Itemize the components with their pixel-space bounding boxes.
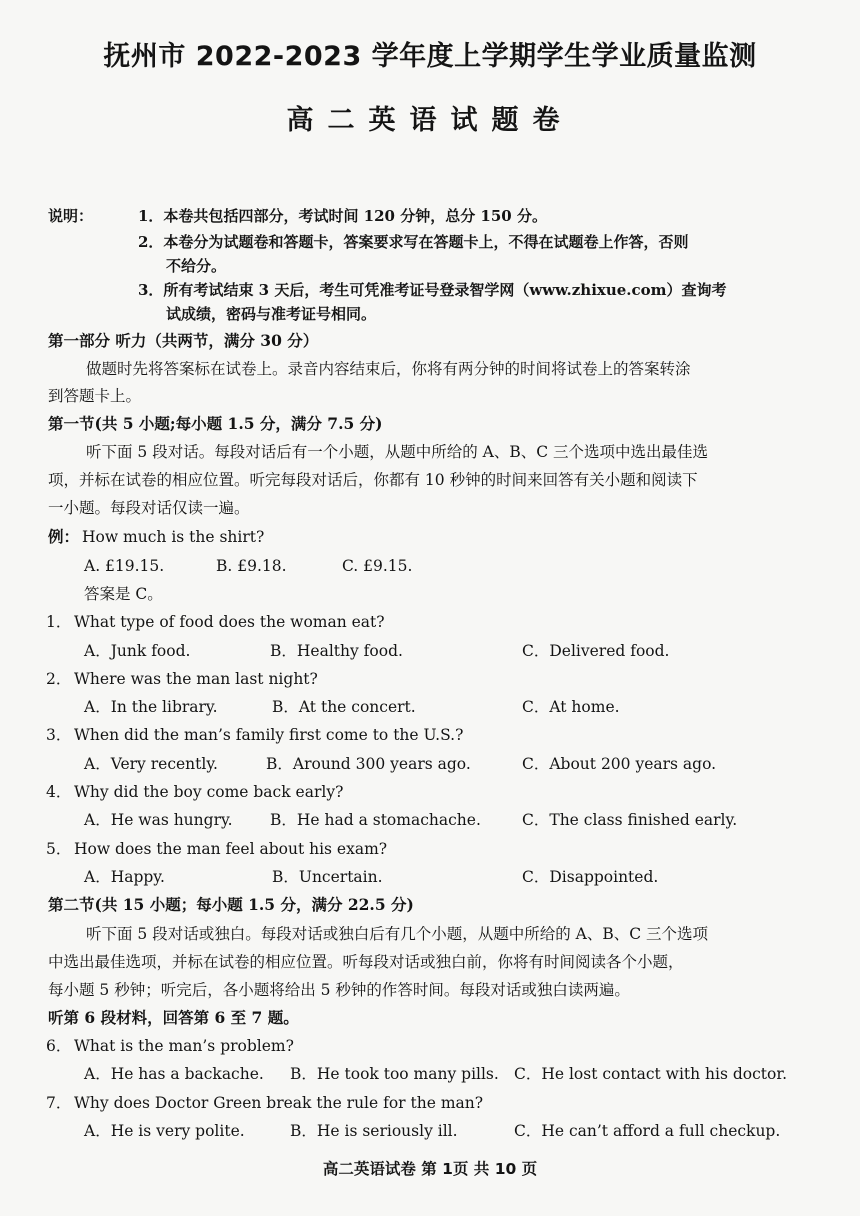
section-heading: 第二节(共 15 小题；每小题 1.5 分，满分 22.5 分) [48,895,414,914]
example-option: A. £19.15. [84,557,165,575]
question-number: 2． [46,670,72,688]
answer-option: C．At home. [522,698,620,716]
instruction-item: 试成绩，密码与准考证号相同。 [166,305,377,323]
answer-option: A．Junk food. [84,642,191,660]
section-intro: 每小题 5 秒钟；听完后，各小题将给出 5 秒钟的作答时间。每段对话或独白读两遍。 [48,981,630,999]
question-number: 7． [46,1094,72,1112]
exam-title: 抚州市 2022-2023 学年度上学期学生学业质量监测 [103,41,757,72]
answer-option: B．He took too many pills. [290,1065,499,1083]
answer-option: A．In the library. [84,698,218,716]
answer-option: A．He is very polite. [84,1122,245,1140]
question-number: 4． [46,783,72,801]
section-intro: 听下面 5 段对话。每段对话后有一个小题，从题中所给的 A、B、C 三个选项中选出最佳选 [86,443,709,461]
instruction-item: 1．本卷共包括四部分，考试时间 120 分钟，总分 150 分。 [138,207,547,225]
question-number: 3． [46,726,72,744]
answer-option: B．Around 300 years ago. [266,755,471,773]
part-heading: 第一部分 听力（共两节，满分 30 分） [48,331,319,350]
answer-option: C．He can’t afford a full checkup. [514,1122,781,1140]
answer-option: A．Very recently. [84,755,218,773]
section-heading: 第一节(共 5 小题;每小题 1.5 分，满分 7.5 分) [48,414,383,433]
part-intro: 到答题卡上。 [48,387,142,405]
answer-option: A．Happy. [84,868,165,886]
question-text: What is the man’s problem? [74,1037,294,1055]
part-intro: 做题时先将答案标在试卷上。录音内容结束后，你将有两分钟的时间将试卷上的答案转涂 [86,360,691,378]
question-text: What type of food does the woman eat? [74,613,385,631]
answer-option: B．Uncertain. [272,868,383,886]
section-intro: 一小题。每段对话仅读一遍。 [48,499,250,517]
answer-option: C．Delivered food. [522,642,670,660]
example-question: How much is the shirt? [82,528,265,546]
answer-option: C．Disappointed. [522,868,659,886]
example-label: 例： [48,527,80,546]
question-text: Why does Doctor Green break the rule for the man? [74,1094,484,1112]
answer-option: C．He lost contact with his doctor. [514,1065,787,1083]
answer-option: A．He was hungry. [84,811,233,829]
page-footer: 高二英语试卷 第 1页 共 10 页 [322,1160,538,1178]
section-intro: 项，并标在试卷的相应位置。听完每段对话后，你都有 10 秒钟的时间来回答有关小题和阅读下 [48,471,698,489]
example-option: B. £9.18. [216,557,287,575]
answer-option: A．He has a backache. [84,1065,264,1083]
question-text: How does the man feel about his exam? [74,840,388,858]
section-intro: 听下面 5 段对话或独白。每段对话或独白后有几个小题，从题中所给的 A、B、C 三个选项 [86,925,709,943]
answer-option: C．About 200 years ago. [522,755,717,773]
instructions-label: 说明： [48,207,94,225]
question-text: When did the man’s family first come to the U.S.? [74,726,464,744]
question-number: 5． [46,840,72,858]
example-answer: 答案是 C。 [84,585,163,603]
exam-subtitle: 高二英语试题卷 [286,105,574,136]
answer-option: B．At the concert. [272,698,416,716]
answer-option: B．Healthy food. [270,642,403,660]
question-number: 6． [46,1037,72,1055]
instruction-item: 不给分。 [166,257,227,275]
material-heading: 听第 6 段材料，回答第 6 至 7 题。 [48,1008,299,1027]
section-intro: 中选出最佳选项，并标在试卷的相应位置。听每段对话或独白前，你将有时间阅读各个小题， [48,953,684,971]
answer-option: B．He had a stomachache. [270,811,481,829]
example-option: C. £9.15. [342,557,413,575]
instruction-item: 3．所有考试结束 3 天后，考生可凭准考证号登录智学网（www.zhixue.com）查询考 [138,281,727,299]
answer-option: B．He is seriously ill. [290,1122,458,1140]
question-text: Why did the boy come back early? [74,783,344,801]
instruction-item: 2．本卷分为试题卷和答题卡，答案要求写在答题卡上，不得在试题卷上作答，否则 [138,233,689,251]
question-text: Where was the man last night? [74,670,318,688]
answer-option: C．The class finished early. [522,811,738,829]
question-number: 1． [46,613,72,631]
